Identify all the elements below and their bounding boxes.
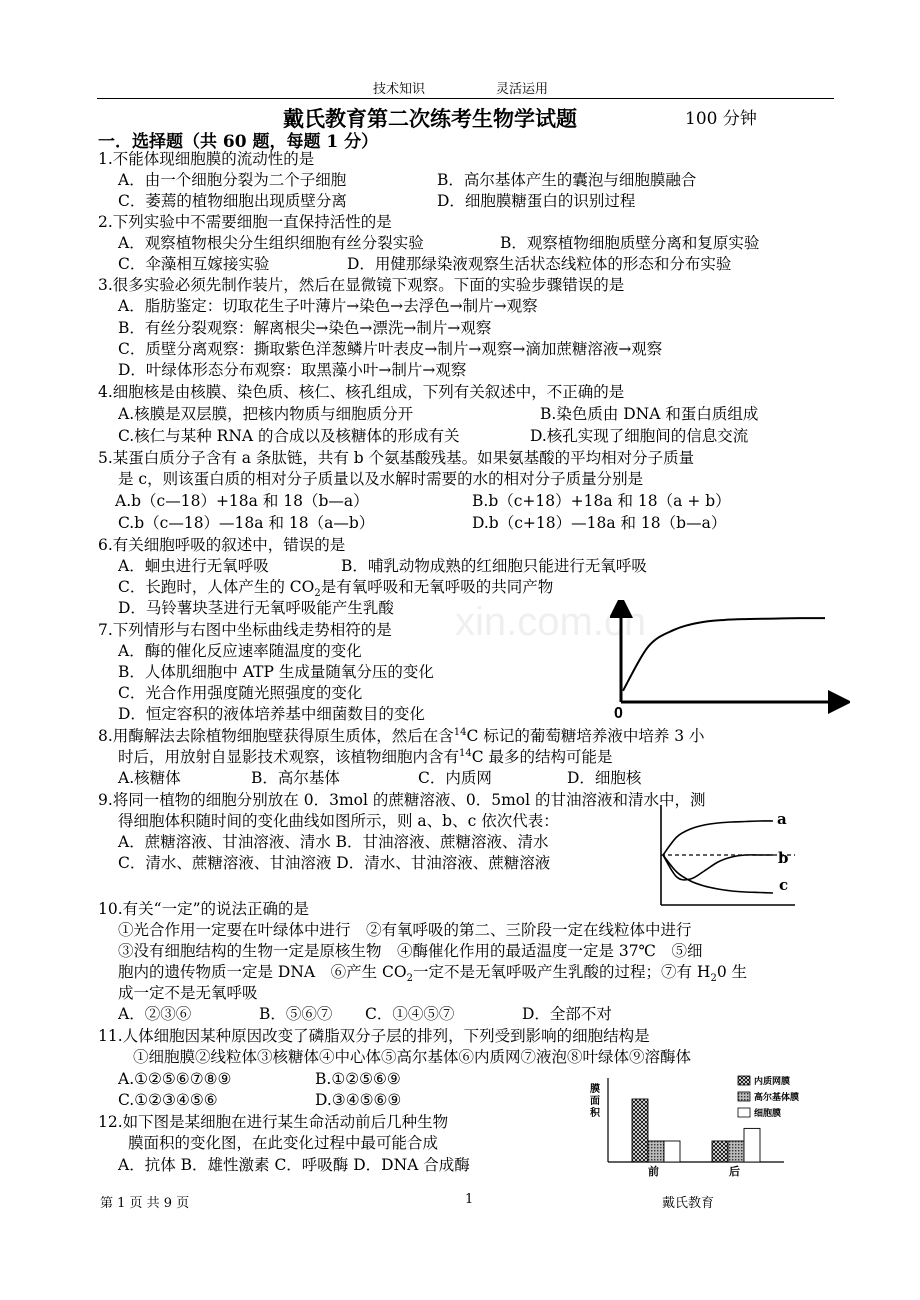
- q2-option-b: B．观察植物细胞质壁分离和复原实验: [500, 234, 760, 252]
- q12-bar-er-before: [632, 1099, 648, 1162]
- q11-option-a: A.①②⑤⑥⑦⑧⑨: [118, 1070, 232, 1088]
- q12-bar-er-after: [712, 1141, 728, 1162]
- q2-option-c: C．伞藻相互嫁接实验: [118, 255, 270, 273]
- q3-option-d: D．叶绿体形态分布观察：取黑藻小叶→制片→观察: [118, 361, 467, 379]
- q6-option-a: A．蛔虫进行无氧呼吸: [118, 557, 269, 575]
- q8-option-b: B．高尔基体: [251, 769, 340, 787]
- footer-page-info: 第 1 页 共 9 页: [100, 1196, 190, 1211]
- q12-legend-golgi: 高尔基体膜: [754, 1093, 800, 1103]
- q10-option-d: D．全部不对: [522, 1005, 612, 1023]
- q12-legend-er: 内质网膜: [754, 1077, 791, 1087]
- q8-option-d: D．细胞核: [567, 769, 642, 787]
- q2-option-a: A．观察植物根尖分生组织细胞有丝分裂实验: [118, 234, 424, 252]
- q10-line3-mid: 一定不是无氧呼吸产生乳酸的过程；⑦有 H: [412, 963, 711, 981]
- q12-legend-pm: 细胞膜: [754, 1109, 782, 1119]
- q7-option-b: B．人体肌细胞中 ATP 生成量随氧分压的变化: [118, 663, 434, 681]
- q12-legend-swatch-golgi: [738, 1092, 750, 1101]
- section-heading: 一．选择题（共 60 题，每题 1 分）: [98, 132, 379, 152]
- q12-bar-pm-after: [744, 1128, 760, 1162]
- q6-option-d: D．马铃薯块茎进行无氧呼吸能产生乳酸: [118, 599, 394, 617]
- q8-stem-line1: [98, 726, 705, 746]
- exam-duration: 100 分钟: [685, 109, 757, 129]
- q10-option-b: B．⑤⑥⑦: [259, 1005, 333, 1023]
- q12-category-after: 后: [729, 1165, 740, 1178]
- q9-stem-line1: 9.将同一植物的细胞分别放在 0．3mol 的蔗糖溶液、0．5mol 的甘油溶液和清水中，测: [98, 791, 706, 809]
- q5-stem-line2: 是 c，则该蛋白质的相对分子质量以及水解时需要的水的相对分子质量分别是: [118, 470, 644, 488]
- q5-option-a: A.b（c—18）+18a 和 18（b—a）: [115, 492, 369, 510]
- q4-stem: 4.细胞核是由核膜、染色质、核仁、核孔组成，下列有关叙述中，不正确的是: [98, 383, 625, 401]
- q5-option-b: B.b（c+18）+18a 和 18（a + b）: [472, 492, 731, 510]
- q3-stem: 3.很多实验必须先制作装片，然后在显微镜下观察。下面的实验步骤错误的是: [98, 276, 625, 294]
- q12-legend-swatch-er: [738, 1076, 750, 1085]
- q2-stem: 2.下列实验中不需要细胞一直保持活性的是: [98, 213, 392, 231]
- watermark: xin.com.cn: [455, 600, 647, 644]
- header-left: 技术知识: [373, 82, 426, 97]
- q6-option-c: [118, 577, 554, 600]
- q9-cell-volume-chart: [655, 800, 805, 910]
- q7-option-a: A．酶的催化反应速率随温度的变化: [118, 642, 362, 660]
- q8-option-a: A.核糖体: [118, 769, 181, 787]
- q8-stem1-post: C 标记的葡萄糖培养液中培养 3 小: [466, 727, 705, 745]
- q12-bar-pm-before: [664, 1141, 680, 1162]
- q9-label-c: c: [779, 876, 789, 894]
- q10-line4: 成一定不是无氧呼吸: [118, 984, 258, 1002]
- q6-option-c-pre: C．长跑时，人体产生的 CO: [118, 578, 315, 596]
- q1-stem: 1.不能体现细胞膜的流动性的是: [98, 150, 315, 168]
- q10-stem: 10.有关“一定”的说法正确的是: [98, 900, 309, 918]
- q8-stem1-sup: 14: [453, 726, 467, 738]
- q7-option-d: D．恒定容积的液体培养基中细菌数目的变化: [118, 705, 425, 723]
- q8-stem-line2: [118, 747, 613, 767]
- q6-option-b: B．哺乳动物成熟的红细胞只能进行无氧呼吸: [341, 557, 647, 575]
- q11-option-b: B.①②⑤⑥⑨: [315, 1070, 401, 1088]
- q10-line2: ③没有细胞结构的生物一定是原核生物 ④酶催化作用的最适温度一定是 37℃ ⑤细: [118, 942, 703, 960]
- q11-list: ①细胞膜②线粒体③核糖体④中心体⑤高尔基体⑥内质网⑦液泡⑧叶绿体⑨溶酶体: [133, 1048, 692, 1066]
- q12-category-before: 前: [648, 1165, 659, 1178]
- q8-option-c: C．内质网: [418, 769, 492, 787]
- q5-option-d: D.b（c+18）—18a 和 18（b—a）: [472, 514, 727, 532]
- q11-stem: 11.人体细胞因某种原因改变了磷脂双分子层的排列，下列受到影响的细胞结构是: [98, 1027, 650, 1045]
- q3-option-b: B．有丝分裂观察：解离根尖→染色→漂洗→制片→观察: [118, 319, 492, 337]
- q2-option-d: D．用健那绿染液观察生活状态线粒体的形态和分布实验: [347, 255, 732, 273]
- q8-stem2-pre: 时后，用放射自显影技术观察，该植物细胞内含有: [118, 748, 460, 766]
- q12-stem-line1: 12.如下图是某细胞在进行某生命活动前后几种生物: [98, 1113, 449, 1131]
- q10-line3-post: 0 生: [716, 963, 748, 981]
- q1-option-b: B．高尔基体产生的囊泡与细胞膜融合: [437, 171, 697, 189]
- q9-curve-b: [663, 855, 773, 880]
- q7-option-c: C．光合作用强度随光照强度的变化: [118, 684, 363, 702]
- q3-option-a: A．脂肪鉴定：切取花生子叶薄片→染色→去浮色→制片→观察: [118, 297, 538, 315]
- q12-ylabel-2: 面: [590, 1096, 600, 1107]
- q1-option-d: D．细胞膜糖蛋白的识别过程: [437, 192, 636, 210]
- q10-line3: [118, 962, 748, 985]
- q12-stem-line2: 膜面积的变化图，在此变化过程中最可能合成: [128, 1134, 439, 1152]
- q12-bar-golgi-after: [728, 1141, 744, 1162]
- q12-ylabel-3: 积: [590, 1108, 600, 1119]
- q9-options-cd: C．清水、蔗糖溶液、甘油溶液 D．清水、甘油溶液、蔗糖溶液: [118, 854, 551, 872]
- q9-curve-c: [663, 855, 773, 893]
- q12-membrane-area-chart: [588, 1072, 838, 1182]
- q4-option-b: B.染色质由 DNA 和蛋白质组成: [540, 405, 759, 423]
- q11-option-d: D.③④⑤⑥⑨: [315, 1091, 402, 1109]
- q4-option-a: A.核膜是双层膜，把核内物质与细胞质分开: [118, 405, 414, 423]
- header-right: 灵活运用: [496, 82, 549, 97]
- q9-stem-line2: 得细胞体积随时间的变化曲线如图所示，则 a、b、c 依次代表：: [118, 812, 559, 830]
- q7-origin-label: 0: [614, 705, 623, 720]
- q10-line3-pre: 胞内的遗传物质一定是 DNA ⑥产生 CO: [118, 963, 407, 981]
- footer-page-number: 1: [465, 1192, 474, 1207]
- q10-line3-sub1: 2: [406, 973, 413, 985]
- q1-option-c: C．萎蔫的植物细胞出现质壁分离: [118, 192, 347, 210]
- q11-option-c: C.①②③④⑤⑥: [118, 1091, 218, 1109]
- q10-option-a: A．②③⑥: [118, 1005, 192, 1023]
- q9-curve-a: [663, 821, 773, 855]
- q6-option-c-post: 是有氧呼吸和无氧呼吸的共同产物: [320, 578, 554, 596]
- q8-stem1-pre: 8.用酶解法去除植物细胞壁获得原生质体，然后在含: [98, 727, 454, 745]
- q10-line1: ①光合作用一定要在叶绿体中进行 ②有氧呼吸的第二、三阶段一定在线粒体中进行: [118, 921, 692, 939]
- q9-label-b: b: [778, 849, 789, 867]
- q12-options: A．抗体 B．雄性激素 C．呼吸酶 D．DNA 合成酶: [118, 1156, 470, 1174]
- q10-line3-sub2: 2: [710, 973, 717, 985]
- q6-stem: 6.有关细胞呼吸的叙述中，错误的是: [98, 536, 346, 554]
- q12-bar-golgi-before: [648, 1141, 664, 1162]
- q7-curve: [623, 618, 825, 691]
- header-rule: [97, 98, 834, 99]
- q4-option-c: C.核仁与某种 RNA 的合成以及核糖体的形成有关: [118, 427, 460, 445]
- page-title: 戴氏教育第二次练考生物学试题: [283, 106, 577, 131]
- q7-stem: 7.下列情形与右图中坐标曲线走势相符的是: [98, 621, 392, 639]
- q3-option-c: C．质壁分离观察：撕取紫色洋葱鳞片叶表皮→制片→观察→滴加蔗糖溶液→观察: [118, 340, 663, 358]
- q5-stem-line1: 5.某蛋白质分子含有 a 条肽链，共有 b 个氨基酸残基。如果氨基酸的平均相对分子质量: [98, 449, 695, 467]
- q6-option-c-sub: 2: [314, 588, 321, 600]
- q12-legend-swatch-pm: [738, 1108, 750, 1117]
- q4-option-d: D.核孔实现了细胞间的信息交流: [530, 427, 749, 445]
- footer-brand: 戴氏教育: [662, 1196, 715, 1211]
- q9-label-a: a: [777, 810, 787, 828]
- q8-stem2-sup: 14: [459, 747, 472, 759]
- q12-ylabel-1: 膜: [590, 1084, 600, 1095]
- q8-stem2-post: C 最多的结构可能是: [471, 748, 613, 766]
- q5-option-c: C.b（c—18）—18a 和 18（a—b）: [118, 514, 375, 532]
- q9-options-ab: A．蔗糖溶液、甘油溶液、清水 B．甘油溶液、蔗糖溶液、清水: [118, 833, 549, 851]
- q10-option-c: C．①④⑤⑦: [365, 1005, 455, 1023]
- q1-option-a: A．由一个细胞分裂为二个子细胞: [118, 171, 347, 189]
